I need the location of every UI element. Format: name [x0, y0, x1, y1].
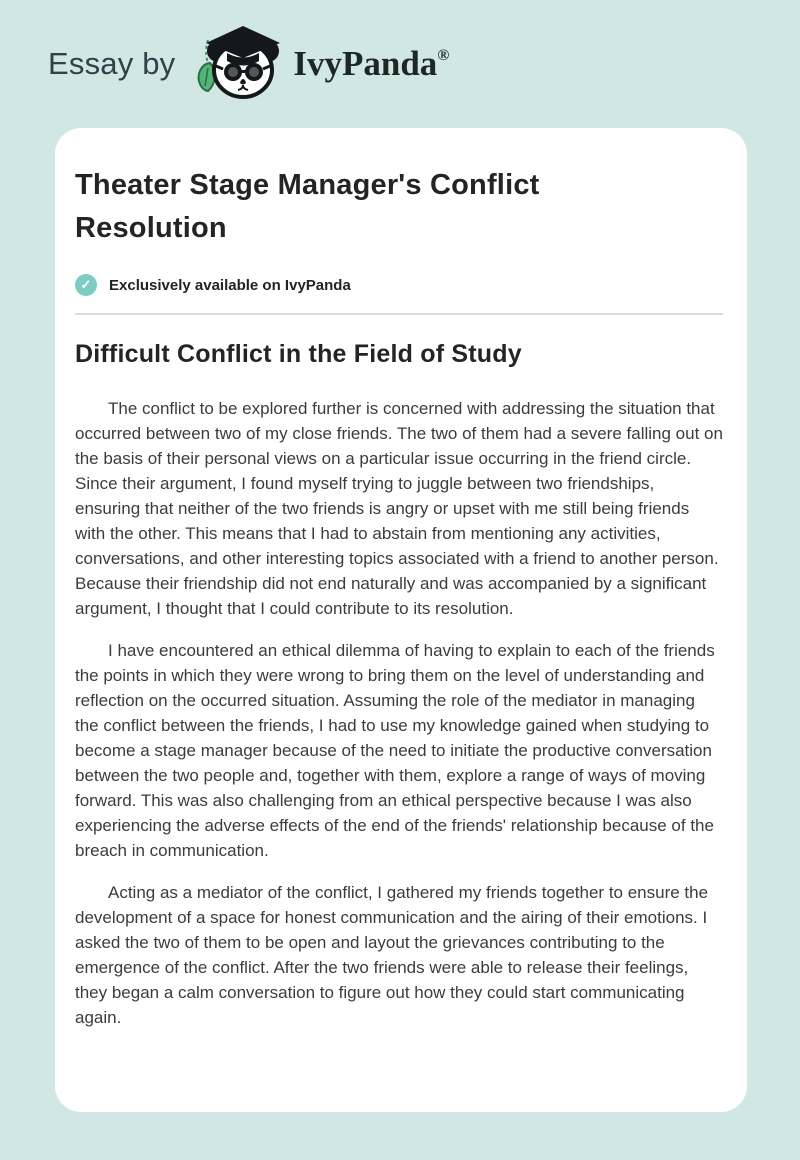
essay-paragraph: Acting as a mediator of the conflict, I gathered my friends together to ensure the development of a space for honest communication and the airing of their emotions. I asked the two of them to be open and layout the grievances contributing to the emergence of the conflict. After the two friends were able to release their feelings, they began a calm conversation to figure out how they could start communicating again. [75, 883, 709, 1027]
page-title: Theater Stage Manager's Conflict Resolution [75, 169, 540, 244]
site-header [0, 0, 800, 128]
exclusive-badge-label: Exclusively available on IvyPanda [109, 276, 351, 294]
section-heading: Difficult Conflict in the Field of Study [75, 340, 522, 368]
brand-name: IvyPanda [293, 44, 438, 83]
exclusive-badge [75, 274, 723, 296]
divider [75, 313, 723, 315]
brand-link[interactable] [293, 44, 449, 84]
essay-paragraph: I have encountered an ethical dilemma of having to explain to each of the friends the points in which they were wrong to bring them on the level of understanding and reflection on the occurred situation. Assuming the role of the mediator in managing the conflict between the friends, I had to use my knowledge gained when studying to become a stage manager because of the need to initiate the productive conversation between the two people and, together with them, explore a range of ways of moving forward. This was also challenging from an ethical perspective because I was also experiencing the adverse effects of the end of the friends' relationship because of the breach in communication. [75, 641, 715, 860]
essay-paragraph: The conflict to be explored further is concerned with addressing the situation that occurred between two of my close friends. The two of them had a severe falling out on the basis of their personal views on a particular issue occurring in the friend circle. Since their argument, I found myself trying to juggle between two friendships, ensuring that neither of the two friends is angry or upset with me still being friends with the other. This means that I had to abstain from mentioning any activities, conversations, and other interesting topics associated with a friend to another person. Because their friendship did not end naturally and was accompanied by a significant argument, I thought that I could contribute to its resolution. [75, 399, 723, 618]
essay-by-label: Essay by [48, 46, 176, 81]
registered-trademark: ® [437, 47, 450, 64]
ivypanda-logo[interactable] [191, 20, 283, 109]
panda-graduation-cap-icon [191, 20, 283, 109]
essay-body [75, 396, 723, 1030]
essay-card [55, 128, 747, 1112]
check-icon: ✓ [75, 274, 97, 296]
